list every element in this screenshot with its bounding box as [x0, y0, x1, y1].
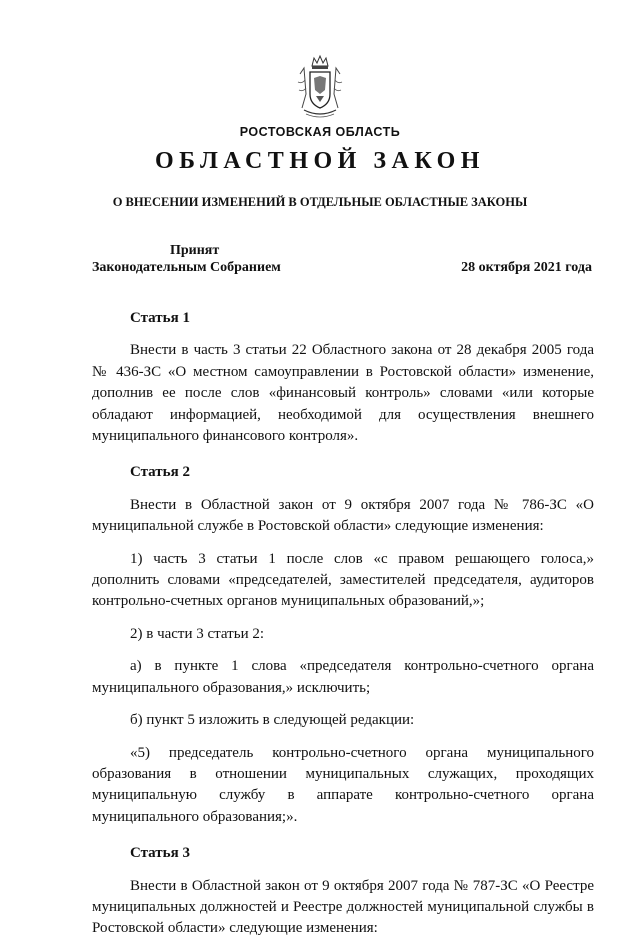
article-3-heading: Статья 3: [130, 845, 190, 862]
rostov-oblast-coat-of-arms-icon: [296, 54, 344, 120]
law-title: ОБЛАСТНОЙ ЗАКОН: [155, 148, 485, 174]
article-3-paragraph: Внести в Областной закон от 9 октября 2007 года № 787-ЗС «О Реестре муниципальных должностей и Реестре должностей муниципальной службы в Ростовской области» следующие изменения:: [92, 877, 594, 937]
adoption-date: 28 октября 2021 года: [461, 260, 592, 275]
adopted-by: Законодательным Собранием: [92, 260, 281, 275]
article-1-heading: Статья 1: [130, 310, 190, 326]
article-2-item-2a: а) в пункте 1 слова «председателя контрольно-счетного органа муниципального образования,» исключить;: [92, 658, 594, 696]
region-name: РОСТОВСКАЯ ОБЛАСТЬ: [239, 125, 401, 139]
article-2-item-2b: б) пункт 5 изложить в следующей редакции:: [130, 712, 415, 729]
article-2-item-1: 1) часть 3 статьи 1 после слов «с правом решающего голоса,» дополнить словами «председателей, заместителей председателя, аудиторов контрольно-счетных органов муниципальных образований,»;: [92, 550, 594, 610]
law-subtitle: О ВНЕСЕНИИ ИЗМЕНЕНИЙ В ОТДЕЛЬНЫЕ ОБЛАСТНЫЕ ЗАКОНЫ: [112, 195, 528, 209]
law-body: [92, 308, 594, 940]
article-1-paragraph: Внести в часть 3 статьи 22 Областного закона от 28 декабря 2005 года № 436-ЗС «О местном самоуправлении в Ростовской области» изменение, дополнив ее после слов «финансовый контроль» словами «или которые обладают информацией, необходимой для осуществления внешнего муниципального финансового контроля».: [92, 342, 594, 445]
article-2-item-2: 2) в части 3 статьи 2:: [130, 625, 265, 642]
article-2-item-5-text: «5) председатель контрольно-счетного органа муниципального образования в отношении муниципальных служащих, проходящих муниципальную службу в аппарате контрольно-счетного органа муниципального образования;».: [92, 744, 594, 825]
adopted-label: Принят: [170, 243, 220, 258]
article-2-heading: Статья 2: [130, 464, 190, 481]
article-2-paragraph: Внести в Областной закон от 9 октября 2007 года № 786-ЗС «О муниципальной службе в Ростовской области» следующие изменения:: [92, 496, 594, 535]
